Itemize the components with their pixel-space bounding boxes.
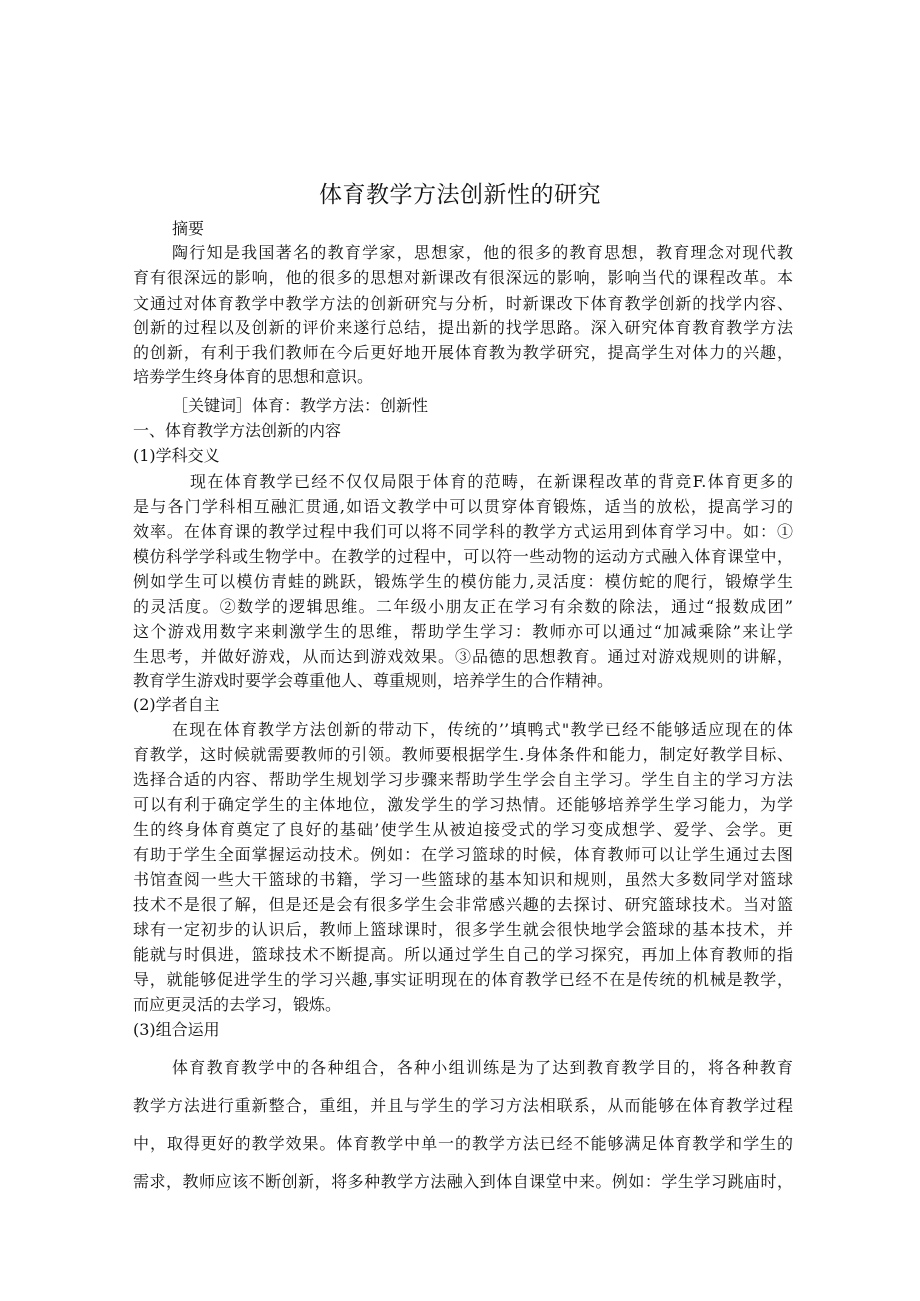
body-line: 效率。在体育课的教学过程中我们可以将不同学科的教学方式运用到体育学习中。如：① xyxy=(133,522,793,541)
body-line: 可以有利于确定学生的主体地位，激发学生的学习热情。还能够培养学生学习能力，为学 xyxy=(133,795,793,814)
body-line: 育教学，这时候就需要教师的引领。教师要根据学生.身体条件和能力，制定好教学目标、 xyxy=(133,745,793,764)
body-line: 的灵活度。②数学的逻辑思维。二年级小朋友正在学习有余数的除法，通过“报数成团” xyxy=(133,597,793,616)
body-line: 教育学生游戏时要学会尊重他人、尊重规则，培养学生的合作精神。 xyxy=(133,671,614,690)
abstract-line: 创新的过程以及创新的评价来遂行总结，提出新的找学思路。深入研究体育教育教学方法 xyxy=(133,318,793,337)
body-line: 体育教育教学中的各种组合，各种小组训练是为了达到教育教学目的，将各种教育 xyxy=(172,1058,793,1077)
abstract-line: 育有很深远的影响，他的很多的思想对新课改有很深远的影响，影响当代的课程改革。本 xyxy=(133,268,793,287)
body-line: 技术不是很了解，但是还是会有很多学生会非常感兴趣的去探讨、研究篮球技术。当对篮 xyxy=(133,895,793,914)
body-line: 有助于学生全面掌握运动技术。例如：在学习篮球的时候，体育教师可以让学生通过去图 xyxy=(133,845,793,864)
body-line: 这个游戏用数字来剌激学生的思维，帮助学生学习：教师亦可以通过“加减乘除”来让学 xyxy=(133,622,793,641)
abstract-line: 培劵学生终身体育的思想和意识。 xyxy=(133,367,374,386)
subsection-heading: (2)学者自主 xyxy=(133,695,220,714)
body-line: 球有一定初步的认识后，教师上篮球课时，很多学生就会很快地学会篮球的基本技术，并 xyxy=(133,920,793,939)
body-line: 在现在体育教学方法创新的带动下，传统的’’填鸭式"教学已经不能够适应现在的体 xyxy=(172,720,793,739)
body-line: 导，就能够促进学生的学习兴趣,事实证明现在的体育教学已经不在是传统的机械是教学， xyxy=(133,970,793,989)
body-line: 模仿科学学科或生物学中。在教学的过程中，可以符一些动物的运动方式融入体育课堂中， xyxy=(133,547,793,566)
body-line: 例如学生可以模仿青蛙的跳跃，锻炼学生的模仿能力,灵活度：模仿蛇的爬行，锻燎学生 xyxy=(133,572,793,591)
document-title: 体育教学方法创新性的研究 xyxy=(319,182,601,208)
abstract-line: 陶行知是我国著名的教育学家，思想家，他的很多的教育思想，教育理念对现代教 xyxy=(172,243,793,262)
body-line: 中，取得更好的教学效果。体育教学中单一的教学方法已经不能够满足体育教学和学生的 xyxy=(133,1134,793,1153)
body-line: 教学方法进行重新整合，重组，并且与学生的学习方法相联系，从而能够在体育教学过程 xyxy=(133,1096,793,1115)
body-line: 书馆查阅一些大干篮球的书籍，学习一些篮球的基本知识和规则，虽然大多数同学对篮球 xyxy=(133,870,793,889)
abstract-line: 的创新，有利于我们教师在今后更好地开展体育教为教学研究，提高学生对体力的兴趣， xyxy=(133,343,793,362)
body-line: 需求，教师应该不断创新，将多种教学方法融入到体自课堂中来。例如：学生学习跳庙时， xyxy=(133,1172,793,1191)
body-line: 是与各门学科相互融汇贯通,如语文教学中可以贯穿体育锻炼，适当的放松，提高学习的 xyxy=(133,497,793,516)
section-heading: 一、体育教学方法创新的内容 xyxy=(133,421,342,440)
body-line: 生的终身体育奠定了良好的基础’使学生从被迫接受式的学习变成想学、爱学、会学。更 xyxy=(133,820,793,839)
abstract-line: 文通过对体育教学中教学方法的创新研究与分析，时新课改下体育教学创新的找学内容、 xyxy=(133,294,793,313)
subsection-heading: (3)组合运用 xyxy=(133,1020,220,1039)
abstract-heading: 摘要 xyxy=(172,219,205,238)
body-line: 生思考，并做好游戏，从而达到游戏效果。③品德的思想教育。通过对游戏规则的讲解， xyxy=(133,647,793,666)
body-line: 能就与时俱进，篮球技术不断提高。所以通过学生自己的学习探究，再加上体育教师的指 xyxy=(133,945,793,964)
body-line: 现在体育教学已经不仅仅局限于体育的范畴，在新课程改革的背竞F.体育更多的 xyxy=(190,472,793,491)
subsection-heading: (1)学科交义 xyxy=(133,446,220,465)
body-line: 而应更灵活的去学习，锻炼。 xyxy=(133,995,342,1014)
body-line: 选择合适的内容、帮助学生规划学习步骤来帮助学生学会自主学习。学生自主的学习方法 xyxy=(133,770,793,789)
keywords: ［关键词］体育：教学方法：创新性 xyxy=(172,396,429,415)
